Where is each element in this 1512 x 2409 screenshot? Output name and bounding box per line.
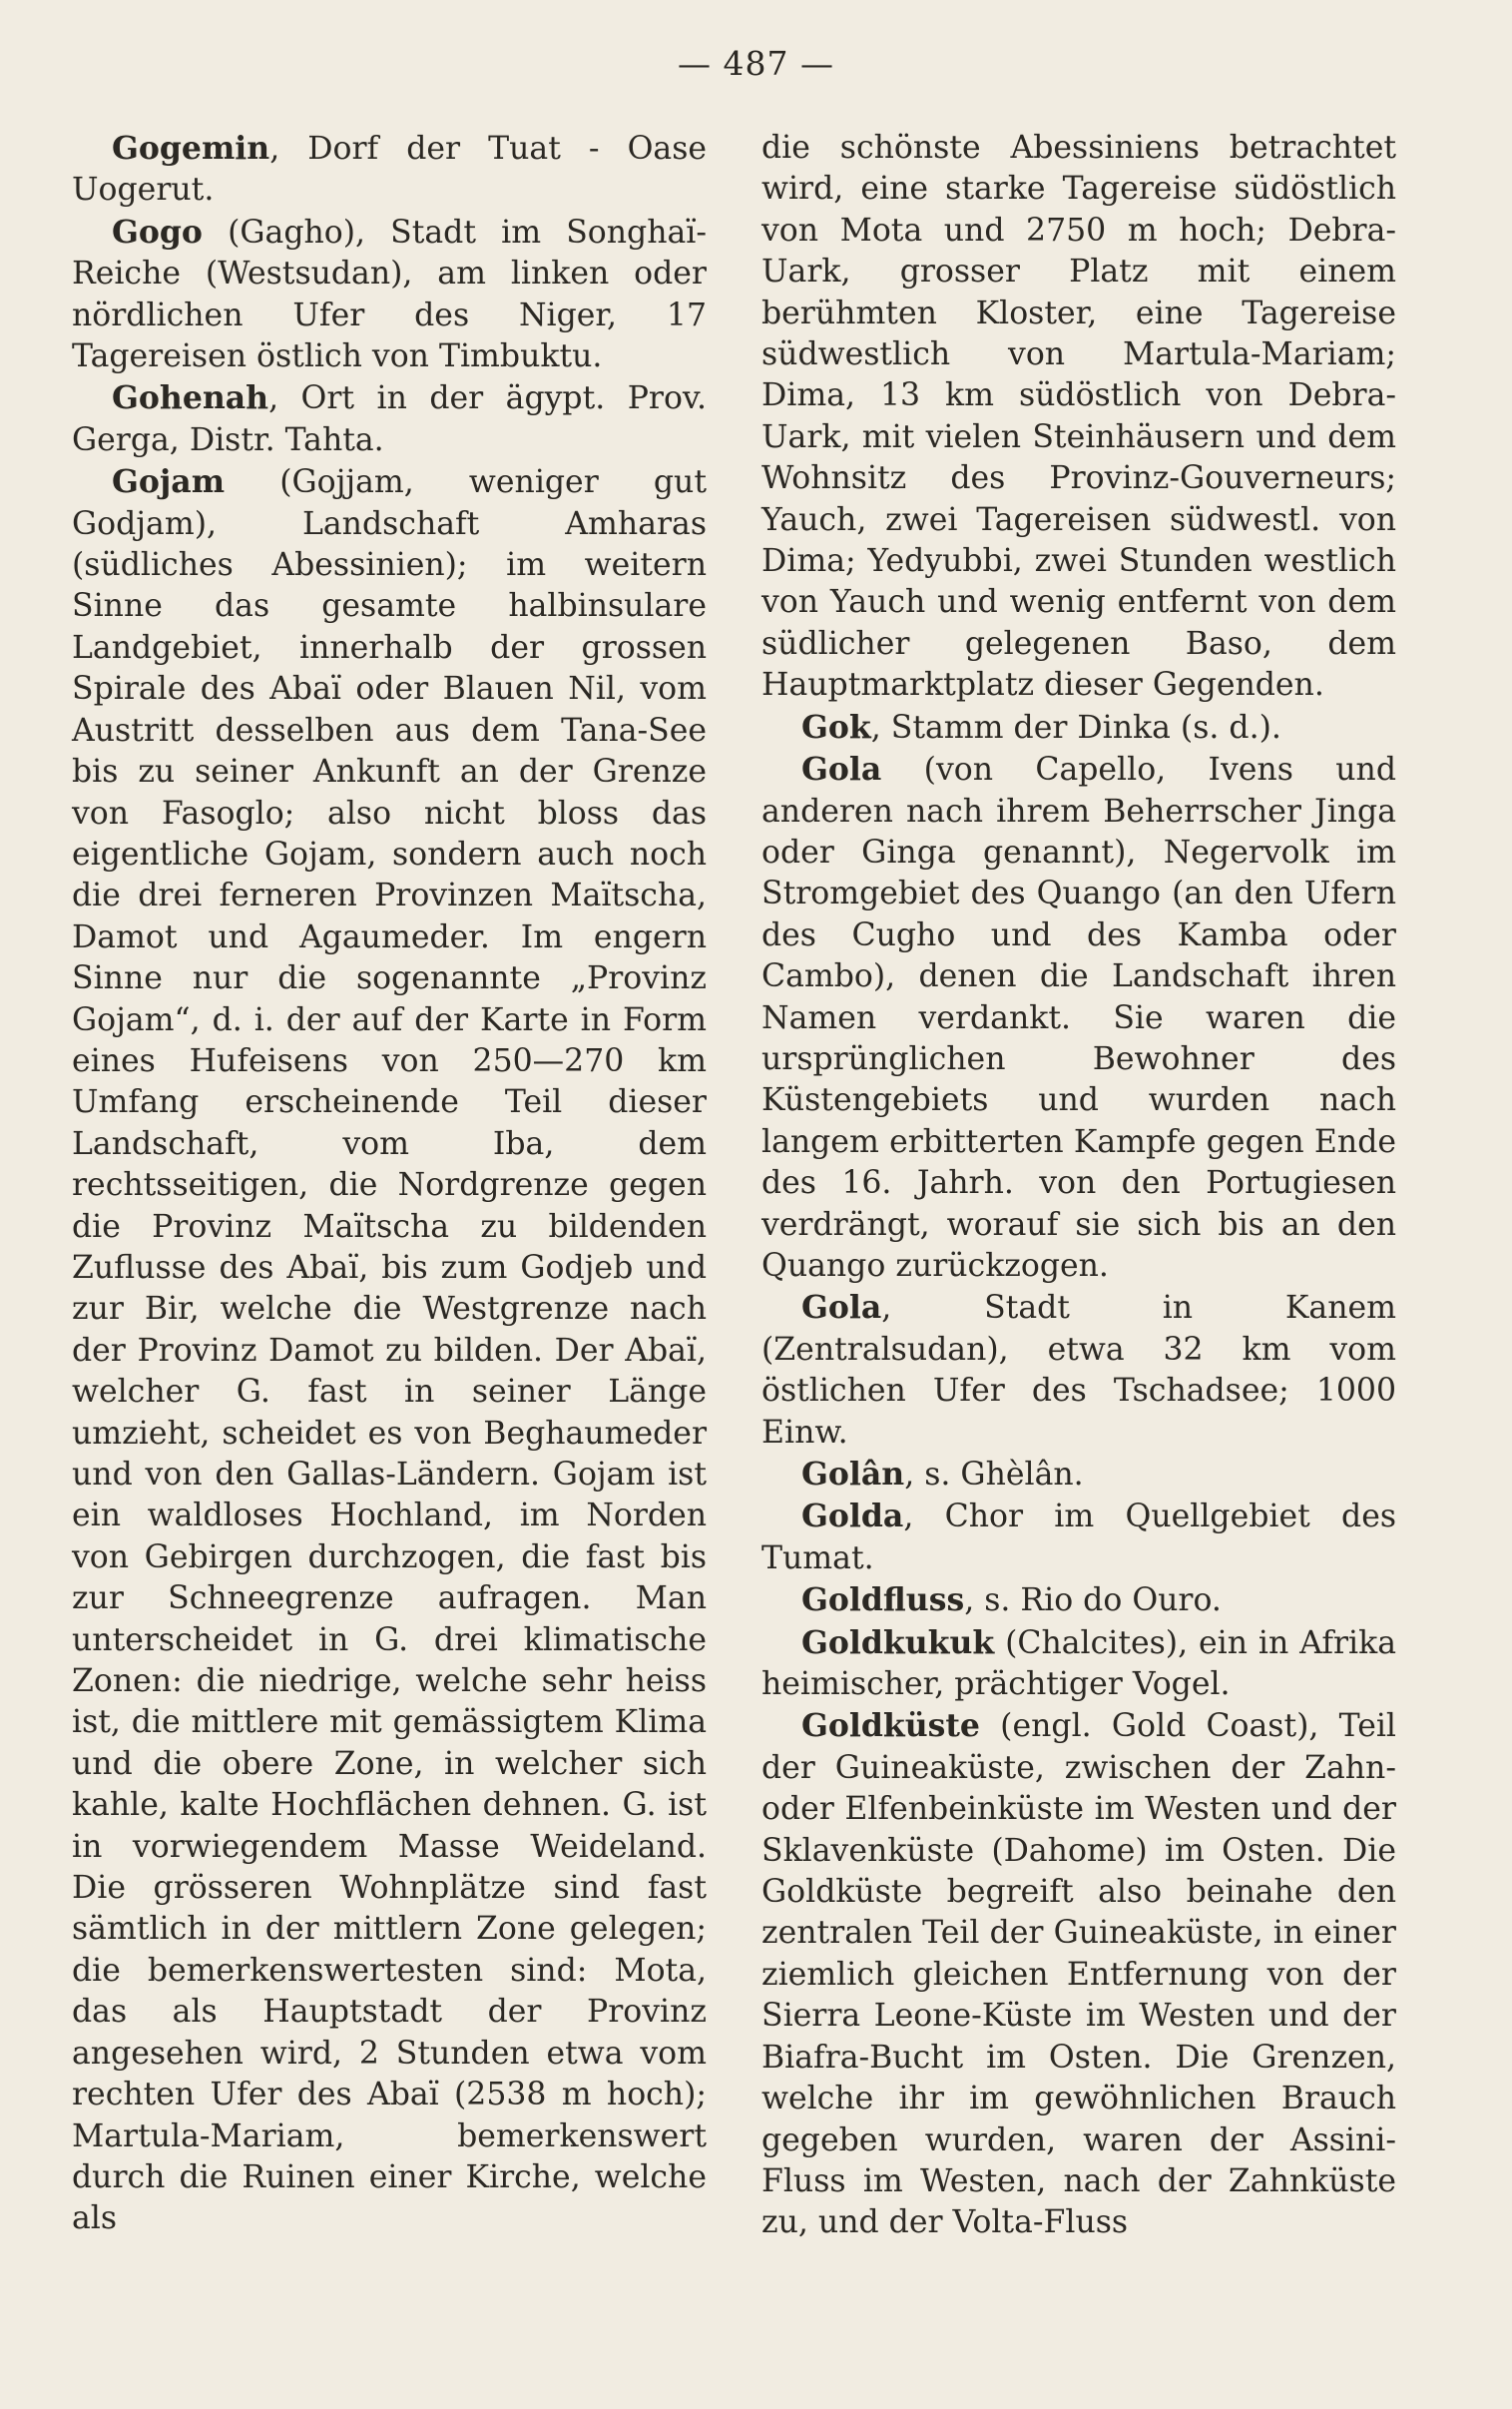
headword: Gola <box>801 751 882 789</box>
entry-gogemin <box>72 128 707 212</box>
entry-text: , Stadt in Kanem (Zentralsudan), etwa 32 km vom östlichen Ufer des Tschadsee; 1000 Einw. <box>761 1290 1396 1451</box>
page-number: — 487 — <box>678 44 834 83</box>
headword: Golân <box>801 1456 905 1493</box>
headword: Gohenah <box>112 379 269 417</box>
entry-text: , Dorf der Tuat - Oase Uogerut. <box>72 131 707 209</box>
headword: Goldfluss <box>801 1581 965 1619</box>
entry-text: , s. Ghèlân. <box>904 1457 1084 1493</box>
entry-text: (Gagho), Stadt im Songhaï-Reiche (Westsudan), am linken oder nördlichen Ufer des Niger, 17 Tagereisen östlich von Timbuktu. <box>72 214 707 375</box>
entry-text: (engl. Gold Coast), Teil der Guineaküste, zwischen der Zahn- oder Elfenbeinküste im Westen und der Sklavenküste (Dahome) im Osten. Die Goldküste begreift also beinahe den zentralen Teil der Guineaküste, in einer ziemlich gleichen Entfernung von der Sierra Leone-Küste im Westen und der Biafra-Bucht im Osten. Die Grenzen, welche ihr im gewöhnlichen Brauch gegeben wurden, waren der Assini-Fluss im Westen, nach der Zahnküste zu, und der Volta-Fluss <box>761 1708 1396 2241</box>
entry-gola-people <box>761 749 1396 1287</box>
entry-goldfluss <box>761 1579 1396 1621</box>
entry-goldkukuk <box>761 1622 1396 1706</box>
entry-gogo <box>72 212 707 378</box>
headword: Gogemin <box>112 130 270 167</box>
headword: Gogo <box>112 213 203 251</box>
headword: Gola <box>801 1289 882 1327</box>
entry-text: , Stamm der Dinka (s. d.). <box>870 709 1281 746</box>
headword: Gojam <box>112 463 226 501</box>
entry-text: , Chor im Quellgebiet des Tumat. <box>761 1499 1396 1576</box>
entry-text: die schönste Abessiniens betrachtet wird, eine starke Tagereise südöstlich von Mota und 2750 m hoch; Debra-Uark, grosser Platz mit einem berühmten Kloster, eine Tagereise südwestlich von Martula-Mariam; Dima, 13 km südöstlich von Debra-Uark, mit vielen Steinhäusern und dem Wohnsitz des Provinz-Gouverneurs; Yauch, zwei Tagereisen südwestl. von Dima; Yedyubbi, zwei Stunden westlich von Yauch und wenig entfernt von dem südlicher gelegenen Baso, dem Hauptmarktplatz dieser Gegenden. <box>761 130 1396 704</box>
entry-gok <box>761 707 1396 749</box>
entry-goldkueste <box>761 1705 1396 2243</box>
entry-golan <box>761 1454 1396 1496</box>
entry-gojam-continuation <box>761 128 1396 707</box>
entry-text: , Ort in der ägypt. Prov. Gerga, Distr. Tahta. <box>72 380 707 458</box>
right-column <box>761 128 1396 2244</box>
headword: Gok <box>801 708 871 746</box>
headword: Golda <box>801 1498 904 1535</box>
entry-text: (von Capello, Ivens und anderen nach ihrem Beherrscher Jinga oder Ginga genannt), Negervolk im Stromgebiet des Quango (an den Ufern des Cugho und des Kamba oder Cambo), denen die Landschaft ihren Namen verdankt. Sie waren die ursprünglichen Bewohner des Küstengebiets und wurden nach langem erbitterten Kampfe gegen Ende des 16. Jahrh. von den Portugiesen verdrängt, worauf sie sich bis an den Quango zurückzogen. <box>761 752 1396 1284</box>
entry-gojam <box>72 461 707 2239</box>
left-column <box>72 128 707 2240</box>
entry-gola-town <box>761 1287 1396 1454</box>
entry-gohenah <box>72 377 707 461</box>
headword: Goldkukuk <box>801 1623 995 1661</box>
entry-golda <box>761 1496 1396 1579</box>
headword: Goldküste <box>801 1707 980 1745</box>
entry-text: , s. Rio do Ouro. <box>964 1582 1222 1619</box>
entry-text: (Chalcites), ein in Afrika heimischer, prächtiger Vogel. <box>761 1624 1396 1703</box>
entry-text: (Gojjam, weniger gut Godjam), Landschaft Amharas (südliches Abessinien); im weitern Sinne das gesamte halbinsulare Landgebiet, innerhalb der grossen Spirale des Abaï oder Blauen Nil, vom Austritt desselben aus dem Tana-See bis zu seiner Ankunft an der Grenze von Fasoglo; also nicht bloss das eigentliche Gojam, sondern auch noch die drei ferneren Provinzen Maïtscha, Damot und Agaumeder. Im engern Sinne nur die sogenannte „Provinz Gojam“, d. i. der auf der Karte in Form eines Hufeisens von 250—270 km Umfang erscheinende Teil dieser Landschaft, vom Iba, dem rechtsseitigen, die Nordgrenze gegen die Provinz Maïtscha zu bildenden Zuflusse des Abaï, bis zum Godjeb und zur Bir, welche die Westgrenze nach der Provinz Damot zu bilden. Der Abaï, welcher G. fast in seiner Länge umzieht, scheidet es von Beghaumeder und von den Gallas-Ländern. Gojam ist ein waldloses Hochland, im Norden von Gebirgen durchzogen, die fast bis zur Schneegrenze aufragen. Man unterscheidet in G. drei klimatische Zonen: die niedrige, welche sehr heiss ist, die mittlere mit gemässigtem Klima und die obere Zone, in welcher sich kahle, kalte Hochflächen dehnen. G. ist in vorwiegendem Masse Weideland. Die grösseren Wohnplätze sind fast sämtlich in der mittlern Zone gelegen; die bemerkenswertesten sind: Mota, das als Hauptstadt der Provinz angesehen wird, 2 Stunden etwa vom rechten Ufer des Abaï (2538 m hoch); Martula-Mariam, bemerkenswert durch die Ruinen einer Kirche, welche als <box>72 464 707 2237</box>
